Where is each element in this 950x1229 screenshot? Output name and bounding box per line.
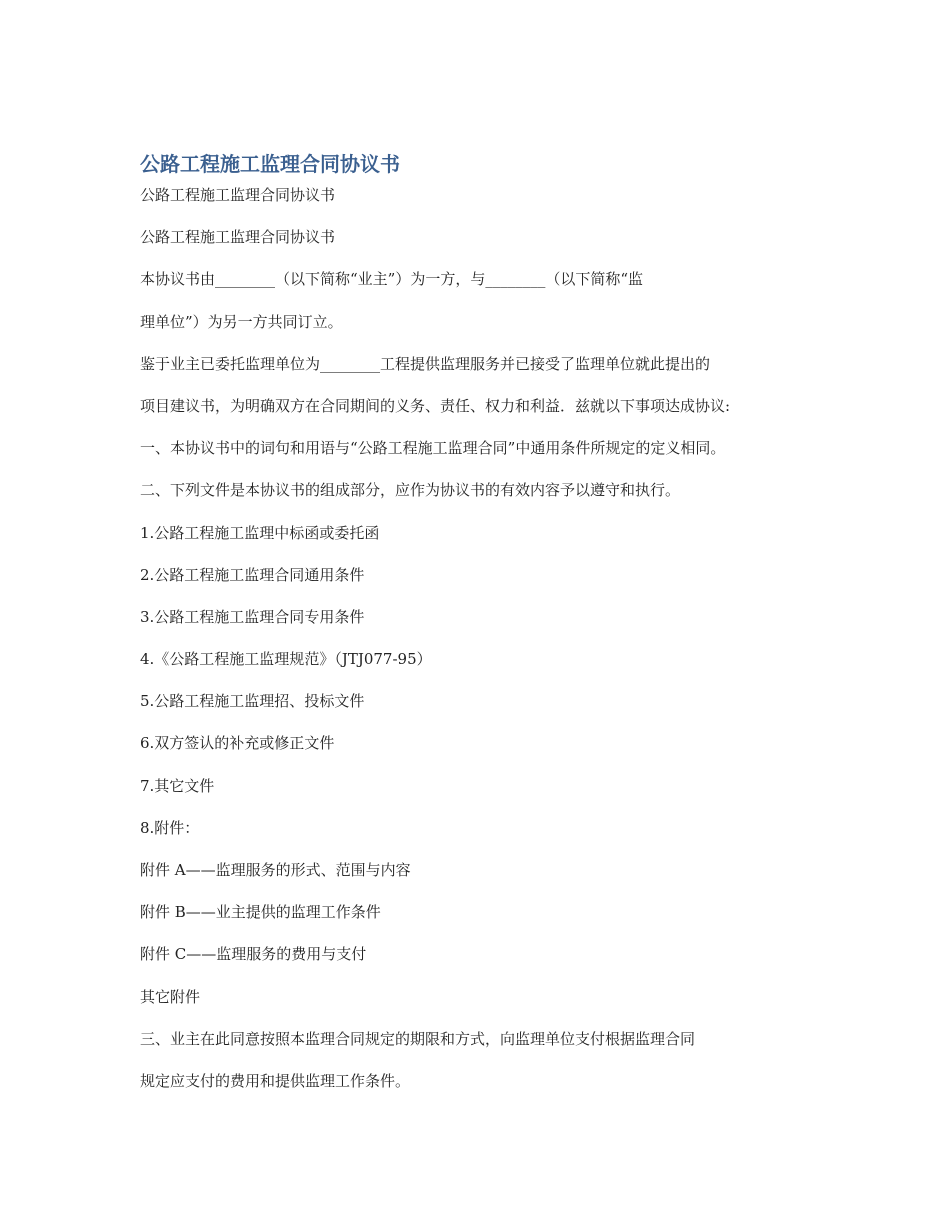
list-item: 7.其它文件 [140, 776, 215, 795]
document-body [140, 180, 830, 1108]
list-item: 6.双方签认的补充或修正文件 [140, 734, 335, 753]
list-item: 1.公路工程施工监理中标函或委托函 [140, 523, 380, 542]
body-line: 项目建议书，为明确双方在合同期间的义务、责任、权力和利益．兹就以下事项达成协议: [140, 396, 731, 415]
list-item: 4.《公路工程施工监理规范》（JTJ077-95） [140, 650, 432, 669]
body-line: 二、下列文件是本协议书的组成部分，应作为协议书的有效内容予以遵守和执行。 [140, 481, 681, 500]
document-title: 公路工程施工监理合同协议书 [140, 152, 400, 176]
body-line: 公路工程施工监理合同协议书 [140, 228, 336, 247]
list-item: 2.公路工程施工监理合同通用条件 [140, 565, 365, 584]
body-line: 本协议书由________（以下简称“业主”）为一方，与________（以下简称“监 [140, 270, 644, 289]
attachment-item: 其它附件 [140, 987, 201, 1006]
attachment-item: 附件 B——业主提供的监理工作条件 [140, 903, 381, 922]
attachment-item: 附件 A——监理服务的形式、范围与内容 [140, 861, 411, 879]
list-item: 8.附件： [140, 818, 200, 837]
body-line: 鉴于业主已委托监理单位为________工程提供监理服务并已接受了监理单位就此提出的 [140, 354, 711, 373]
body-line: 理单位”）为另一方共同订立。 [140, 312, 343, 331]
body-line: 三、业主在此同意按照本监理合同规定的期限和方式，向监理单位支付根据监理合同 [140, 1029, 696, 1048]
body-line: 一、本协议书中的词句和用语与“公路工程施工监理合同”中通用条件所规定的定义相同。 [140, 439, 726, 458]
list-item: 5.公路工程施工监理招、投标文件 [140, 692, 365, 711]
list-item: 3.公路工程施工监理合同专用条件 [140, 607, 365, 626]
body-line: 公路工程施工监理合同协议书 [140, 186, 336, 204]
body-line: 规定应支付的费用和提供监理工作条件。 [140, 1071, 411, 1090]
attachment-item: 附件 C——监理服务的费用与支付 [140, 945, 367, 964]
